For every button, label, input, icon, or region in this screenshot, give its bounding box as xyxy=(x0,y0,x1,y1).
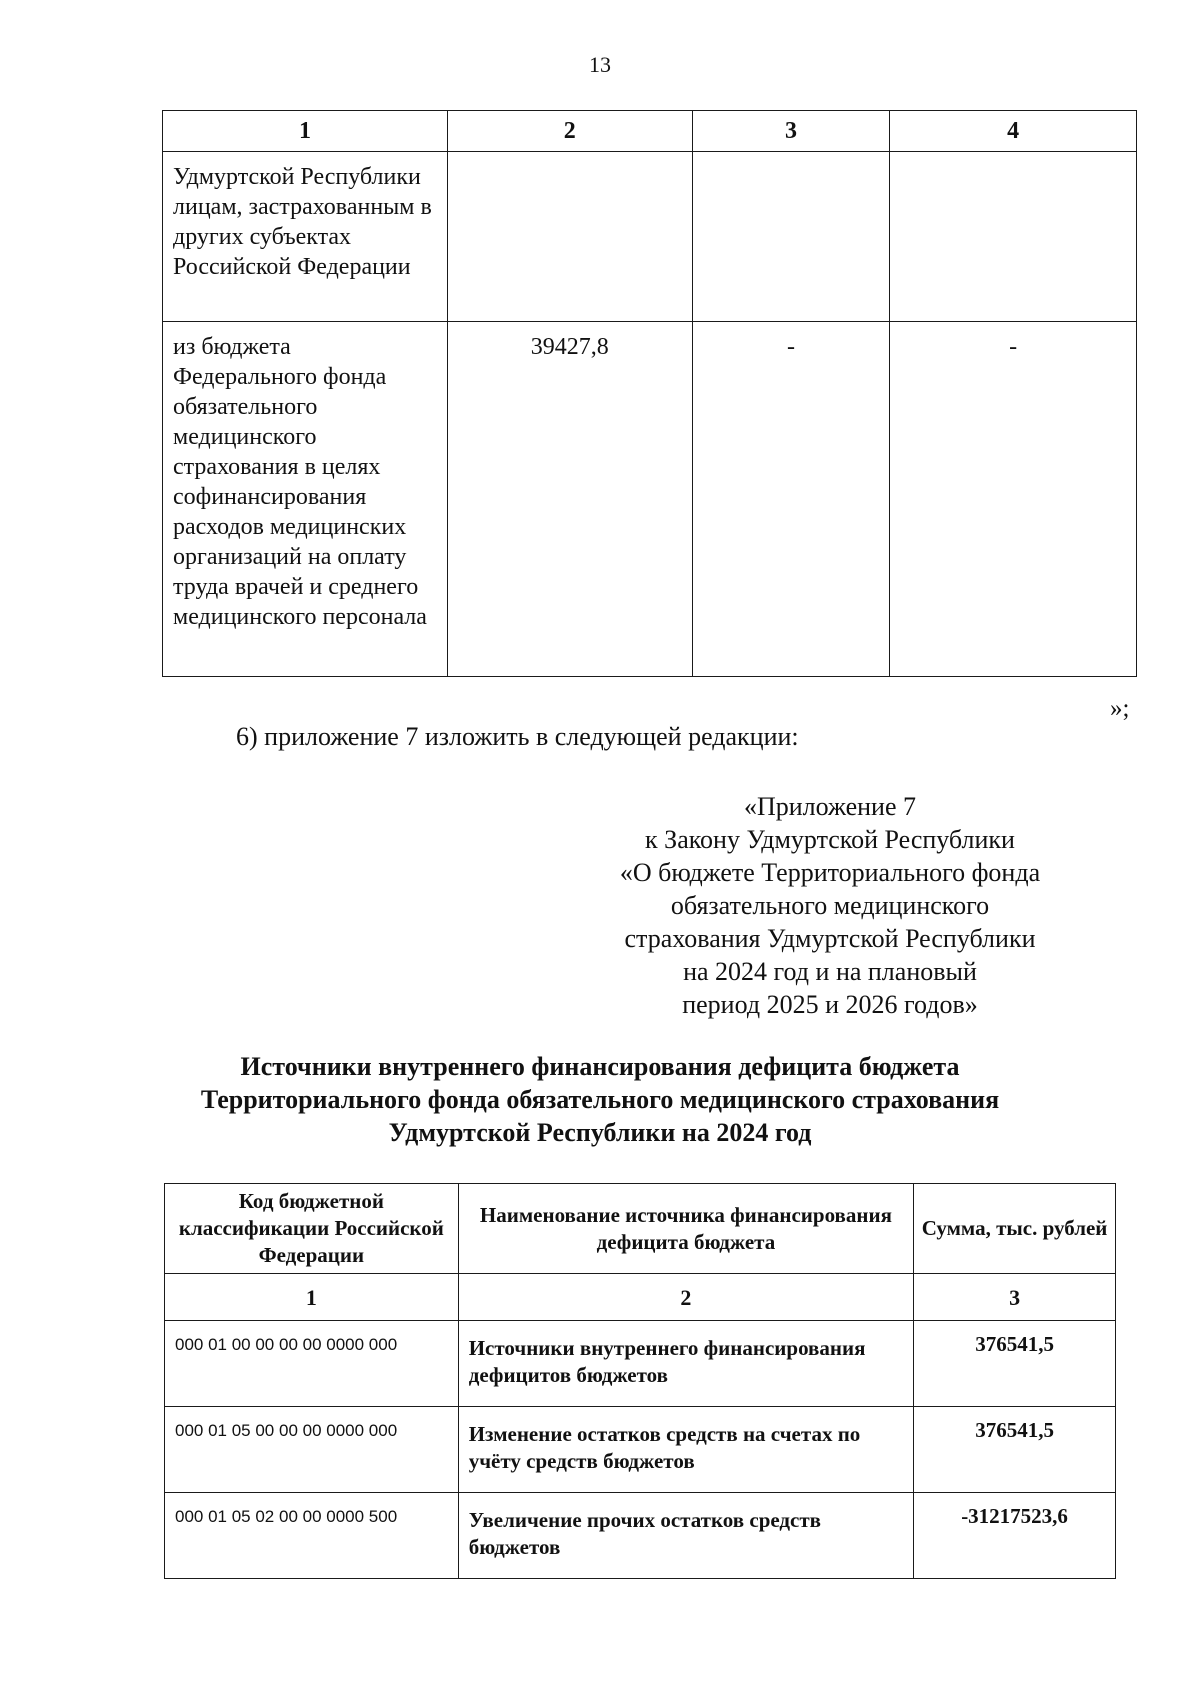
title-line: Источники внутреннего финансирования дефицита бюджета xyxy=(240,1052,960,1081)
column-number: 1 xyxy=(165,1274,459,1321)
amount: 376541,5 xyxy=(914,1407,1116,1493)
budget-code: 000 01 00 00 00 00 0000 000 xyxy=(165,1321,459,1407)
row-value xyxy=(890,152,1137,322)
title-line: Удмуртской Республики на 2024 год xyxy=(388,1118,812,1147)
annex-line: «Приложение 7 xyxy=(743,792,917,821)
continuation-table xyxy=(162,110,1137,677)
row-label: из бюджета Федерального фонда обязательного медицинского страхования в целях софинансирования расходов медицинских организаций на оплату труда врачей и среднего медицинского персонала xyxy=(163,322,448,677)
column-number: 4 xyxy=(890,111,1137,152)
amendment-paragraph: 6) приложение 7 изложить в следующей редакции: xyxy=(236,722,799,751)
financing-sources-table xyxy=(164,1183,1116,1579)
amount: 376541,5 xyxy=(914,1321,1116,1407)
row-label: Удмуртской Республики лицам, застрахованным в других субъектах Российской Федерации xyxy=(163,152,448,322)
source-name: Источники внутреннего финансирования дефицитов бюджетов xyxy=(458,1321,913,1407)
annex-line: страхования Удмуртской Республики xyxy=(624,924,1036,953)
column-number: 3 xyxy=(914,1274,1116,1321)
column-number: 2 xyxy=(447,111,692,152)
table-header-row xyxy=(165,1184,1116,1274)
budget-code: 000 01 05 02 00 00 0000 500 xyxy=(165,1493,459,1579)
row-value xyxy=(692,152,890,322)
column-number: 1 xyxy=(163,111,448,152)
row-value xyxy=(447,152,692,322)
column-number-row xyxy=(165,1274,1116,1321)
budget-code: 000 01 05 00 00 00 0000 000 xyxy=(165,1407,459,1493)
title-line: Территориального фонда обязательного медицинского страхования xyxy=(200,1085,1000,1114)
annex-line: обязательного медицинского xyxy=(670,891,990,920)
table-row xyxy=(163,322,1137,677)
column-number: 2 xyxy=(458,1274,913,1321)
page-number: 13 xyxy=(589,52,611,77)
table-row xyxy=(165,1407,1116,1493)
table-row xyxy=(165,1321,1116,1407)
row-value: - xyxy=(890,322,1137,677)
annex-header xyxy=(600,790,1060,1021)
annex-line: период 2025 и 2026 годов» xyxy=(682,990,978,1019)
annex-line: на 2024 год и на плановый xyxy=(683,957,977,986)
header-source-name: Наименование источника финансирования дефицита бюджета xyxy=(458,1184,913,1274)
table-row xyxy=(163,152,1137,322)
header-budget-code: Код бюджетной классификации Российской Федерации xyxy=(165,1184,459,1274)
row-value: - xyxy=(692,322,890,677)
document-title xyxy=(100,1050,1100,1149)
source-name: Увеличение прочих остатков средств бюджетов xyxy=(458,1493,913,1579)
annex-line: к Закону Удмуртской Республики xyxy=(645,825,1015,854)
closing-quote: »; xyxy=(1110,695,1130,722)
header-amount: Сумма, тыс. рублей xyxy=(914,1184,1116,1274)
column-number: 3 xyxy=(692,111,890,152)
row-value: 39427,8 xyxy=(447,322,692,677)
table-header-row xyxy=(163,111,1137,152)
amount: -31217523,6 xyxy=(914,1493,1116,1579)
table-row xyxy=(165,1493,1116,1579)
annex-line: «О бюджете Территориального фонда xyxy=(619,858,1041,887)
source-name: Изменение остатков средств на счетах по учёту средств бюджетов xyxy=(458,1407,913,1493)
